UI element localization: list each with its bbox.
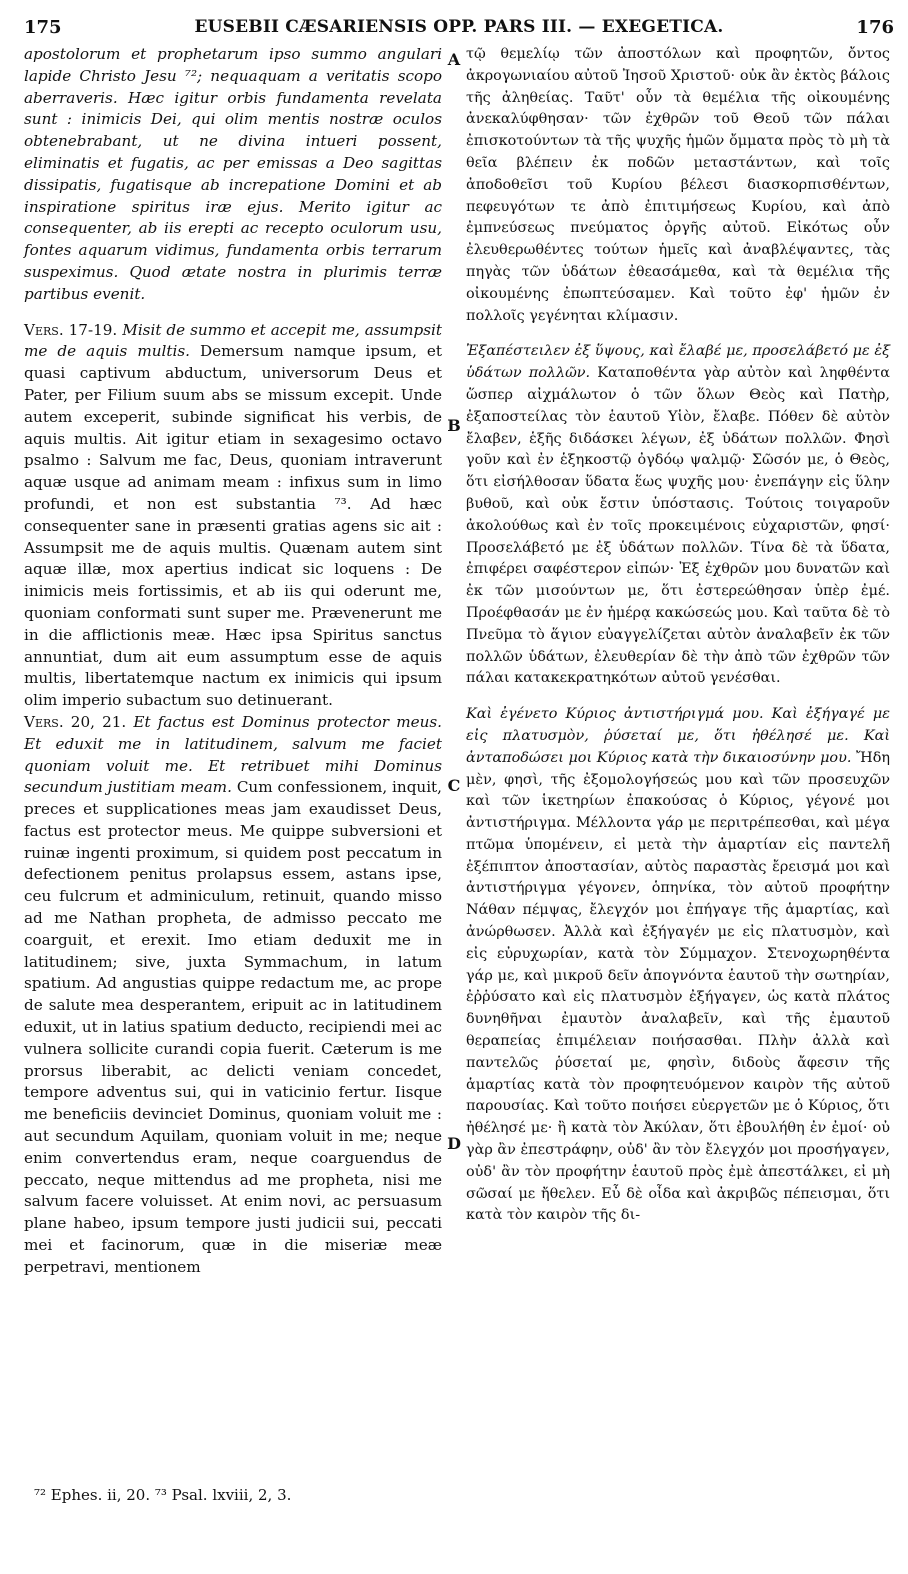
verse-heading: Vers. 17-19.: [24, 320, 118, 339]
page-number-left: 175: [24, 16, 62, 38]
commentary-text: Ἤδη μὲν, φησὶ, τῆς ἐξομολογήσεώς μου καὶ τῶν προσευχῶν καὶ τῶν ἱκετηρίων ἐπακούσας ὁ Κύριος, γέγονέ μοι ἀντιστήριγμα. Μέλλοντα γάρ με περιτρέπεσθαι, καὶ μέγα πτῶμα ὑπομένειν, εἰ μετὰ τὴν ἁμαρτίαν εἰς παντελῆ ἐξέπιπτον ἀποστασίαν, αὐτὸς παραστὰς ἔρεισμά μοι καὶ ἀντιστήριγμα γέγονεν, ὁπηνίκα, τὸν αὐτοῦ προφήτην Νάθαν πέμψας, ἔλεγχόν μοι ἐπήγαγε τῆς ἁμαρτίας, καὶ ἀνώρθωσεν. Ἀλλὰ καὶ ἐξήγαγέν με εἰς πλατυσμὸν, καὶ εἰς εὐρυχωρίαν, κατὰ τὸν Σύμμαχον. Στενοχωρηθέντα γάρ με, καὶ μικροῦ δεῖν ἀπογνόντα ἑαυτοῦ τὴν σωτηρίαν, ἐῤῥύσατο καὶ εἰς πλατυσμὸν ἐξήγαγεν, ὡς κατὰ πλάτος δυνηθῆναι ἐμαυτὸν ἀναλαβεῖν, καὶ τῆς ἐμαυτοῦ θεραπείας ἐπιμέλειαν ποιήσασθαι. Πλὴν ἀλλὰ καὶ παντελῶς ῥύσεταί με, φησὶν, διδοὺς ἄφεσιν τῆς ἁμαρτίας κατὰ τὸν προφητευόμενον καιρὸν τῆς αὐτοῦ παρουσίας. Καὶ τοῦτο ποιήσει εὐεργετῶν με ὁ Κύριος, ὅτι ἠθέλησέ με· ἢ κατὰ τὸν Ἀκύλαν, ὅτι ἐβουλήθη ἐν ἐμοί· οὐ γὰρ ἂν ἐπεστράφην, οὐδ' ἂν τὸν ἔλεγχόν μοι προσήγαγεν, οὐδ' ἂν τὸν προφήτην ἑαυτοῦ πρὸς ἐμὲ ἀπεστάλκει, εἰ μὴ σῶσαί με ἤθελεν. Εὖ δὲ οἶδα καὶ ἀκριβῶς πέπεισμαι, ὅτι κατὰ τὸν καιρὸν τῆς δι-: [466, 749, 890, 1224]
verse-text: Ἐξαπέστειλεν ἐξ ὕψους, καὶ ἔλαβέ με, προσελάβετό με ἐξ ὑδάτων πολλῶν.: [466, 343, 890, 382]
latin-paragraph-1: apostolorum et prophetarum ipso summo angulari lapide Christo Jesu ⁷²; nequaquam a veritatis scopo aberraveris. Hæc igitur orbis fundamenta revelata sunt : inimicis Dei, qui olim mentis nostræ oculos obtenebrabant, ut ne divina intueri possent, eliminatis et fugatis, ac per emissas a Deo sagittas dissipatis, fugatisque ab increpatione Domini et ab inspiratione spiritus iræ ejus. Merito igitur ac consequenter, ab iis erepti ac recepto oculorum usu, fontes aquarum vidimus, fundamenta orbis terrarum suspeximus. Quod ætate nostra in plurimis terræ partibus evenit.: [24, 45, 442, 303]
latin-column: [24, 44, 442, 1279]
latin-paragraph-2: [24, 320, 442, 712]
commentary-text: Demersum namque ipsum, et quasi captivum abductum, universorum Deus et Pater, per Filium suum abs se missum excepit. Unde autem exceperit, subinde significat his verbis, de aquis multis. Ait igitur etiam in sexagesimo octavo psalmo : Salvum me fac, Deus, quoniam intraverunt aquæ usque ad animam meam : infixus sum in limo profundi, et non est substantia ⁷³. Ad hæc consequenter sane in præsenti gratias agens sic ait : Assumpsit me de aquis multis. Quænam autem sint aquæ illæ, mox apertius indicat sic loquens : De inimicis meis fortissimis, et ab iis qui oderunt me, quoniam conformati sunt super me. Prævenerunt me in die afflictionis meæ. Hæc ipsa Spiritus sanctus annuntiat, dum ait eum assumptum esse de aquis multis, libertatemque nactum ex inimicis qui ipsum olim imperio subactum suo detinuerant.: [24, 342, 443, 710]
greek-paragraph-3: [466, 704, 890, 1227]
page-header: [24, 14, 894, 40]
margin-markers: [444, 44, 464, 1544]
margin-marker-b: B: [447, 416, 461, 435]
greek-column: [466, 44, 890, 1227]
footnotes: ⁷² Ephes. ii, 20. ⁷³ Psal. lxviii, 2, 3.: [34, 1486, 292, 1504]
commentary-text: Cum confessionem, inquit, preces et supplicationes meas jam exaudisset Deus, factus est protector meus. Me quippe subversioni et ruinæ ingenti proximum, si quidem post peccatum in defectionem penitus prolapsus essem, astans ipse, ceu fulcrum et adminiculum, retinuit, quando misso ad me Nathan propheta, de admisso peccato me coarguit, et erexit. Imo etiam deduxit me in latitudinem; sive, juxta Symmachum, in latum spatium. Ad angustias quippe redactum me, ac prope de salute mea desperantem, eripuit ac in latitudinem eduxit, ut in latius spatium deducto, recipiendi mei ac vulnera sollicite curandi copia fuerit. Cæterum is me prorsus liberabit, ac delicti veniam concedet, tempore adventus sui, qui in vaticinio fertur. Iisque me beneficiis devinciet Dominus, quoniam voluit me : aut secundum Aquilam, quoniam voluit in me; neque enim convertendus eram, neque coarguendus de peccato, neque mittendus ad me propheta, nisi me salvum facere voluisset. At enim novi, ac persuasum plane habeo, ipsum tempore justi judicii sui, peccati mei et facinorum, quæ in die miseriæ meæ perpetravi, mentionem: [24, 778, 442, 1276]
latin-paragraph-3: [24, 712, 442, 1279]
commentary-text: Καταποθέντα γὰρ αὐτὸν καὶ ληφθέντα ὥσπερ αἰχμάλωτον ὁ τῶν ὅλων Θεὸς καὶ Πατὴρ, ἐξαποστείλας τὸν ἑαυτοῦ Υἱὸν, ἔλαβε. Πόθεν δὲ αὐτὸν ἔλαβεν, ἑξῆς διδάσκει λέγων, ἐξ ὑδάτων πολλῶν. Φησὶ γοῦν καὶ ἐν ἑξηκοστῷ ὀγδόῳ ψαλμῷ· Σῶσόν με, ὁ Θεὸς, ὅτι εἰσήλθοσαν ὕδατα ἕως ψυχῆς μου· ἐνεπάγην εἰς ὕλην βυθοῦ, καὶ οὐκ ἔστιν ὑπόστασις. Τούτοις τοιγαροῦν ἀκολούθως καὶ ἐν τοῖς προκειμένοις εὐχαριστῶν, φησί· Προσελάβετό με ἐξ ὑδάτων πολλῶν. Τίνα δὲ τὰ ὕδατα, ἐπιφέρει σαφέστερον εἰπών· Ἐξ ἐχθρῶν μου δυνατῶν καὶ ἐκ τῶν μισούντων με, ὅτι ἐστερεώθησαν ὑπὲρ ἐμέ. Προέφθασάν με ἐν ἡμέρᾳ κακώσεώς μου. Καὶ ταῦτα δὲ τὸ Πνεῦμα τὸ ἅγιον εὐαγγελίζεται αὐτὸν ἀναλαβεῖν ἐκ τῶν πολλῶν ὑδάτων, ἐλευθερίαν δὲ τὴν ἀπὸ τῶν ἐχθρῶν τῶν πάλαι κατακεκρατηκότων αὐτοῦ γενέσθαι.: [466, 365, 890, 687]
running-title: EUSEBII CÆSARIENSIS OPP. PARS III. — EXEGETICA.: [194, 17, 724, 37]
margin-marker-d: D: [447, 1134, 461, 1153]
margin-marker-a: A: [447, 50, 461, 69]
verse-text: Misit de summo et accepit me, assumpsit me de aquis multis.: [24, 320, 442, 361]
verse-heading: Vers. 20, 21.: [24, 712, 127, 731]
verse-text: Καὶ ἐγένετο Κύριος ἀντιστήριγμά μου. Καὶ ἐξήγαγέ με εἰς πλατυσμὸν, ῥύσεταί με, ὅτι ἠθέλησέ με. Καὶ ἀνταποδώσει μοι Κύριος κατὰ τὴν δικαιοσύνην μου.: [466, 706, 890, 766]
verse-text: Et factus est Dominus protector meus. Et eduxit me in latitudinem, salvum me faciet quoniam voluit me. Et retribuet mihi Dominus secundum justitiam meam.: [24, 712, 442, 797]
greek-paragraph-1: τῷ θεμελίῳ τῶν ἀποστόλων καὶ προφητῶν, ὄντος ἀκρογωνιαίου αὐτοῦ Ἰησοῦ Χριστοῦ· οὐκ ἂν ἐκτὸς βάλοις τῆς ἀληθείας. Ταῦτ' οὖν τὰ θεμέλια τῆς οἰκουμένης ἀνεκαλύφθησαν· τῶν ἐχθρῶν τοῦ Θεοῦ τῶν πάλαι ἐπισκοτούντων τὰ τῆς ψυχῆς ἡμῶν ὄμματα πρὸς τὸ μὴ τὰ θεῖα βλέπειν ἐκ ποδῶν μεταστάντων, καὶ τοῖς ἀποδοθεῖσι τοῦ Κυρίου βέλεσι διασκορπισθέντων, πεφευγότων τε ἀπὸ ἐπιτιμήσεως Κυρίου, καὶ ἀπὸ ἐμπνεύσεως πνεύματος ὀργῆς αὐτοῦ. Εἰκότως οὖν ἐλευθερωθέντες τούτων ἡμεῖς καὶ ἀναβλέψαντες, τὰς πηγὰς τῶν ὑδάτων ἐθεασάμεθα, καὶ τὰ θεμέλια τῆς οἰκουμένης ἐπωπτεύσαμεν. Καὶ τοῦτο ἐφ' ἡμῶν ἐν πολλοῖς γεγένηται κλίμασιν.: [466, 46, 890, 324]
margin-marker-c: C: [447, 776, 461, 795]
page-number-right: 176: [856, 16, 894, 38]
greek-paragraph-2: [466, 341, 890, 690]
